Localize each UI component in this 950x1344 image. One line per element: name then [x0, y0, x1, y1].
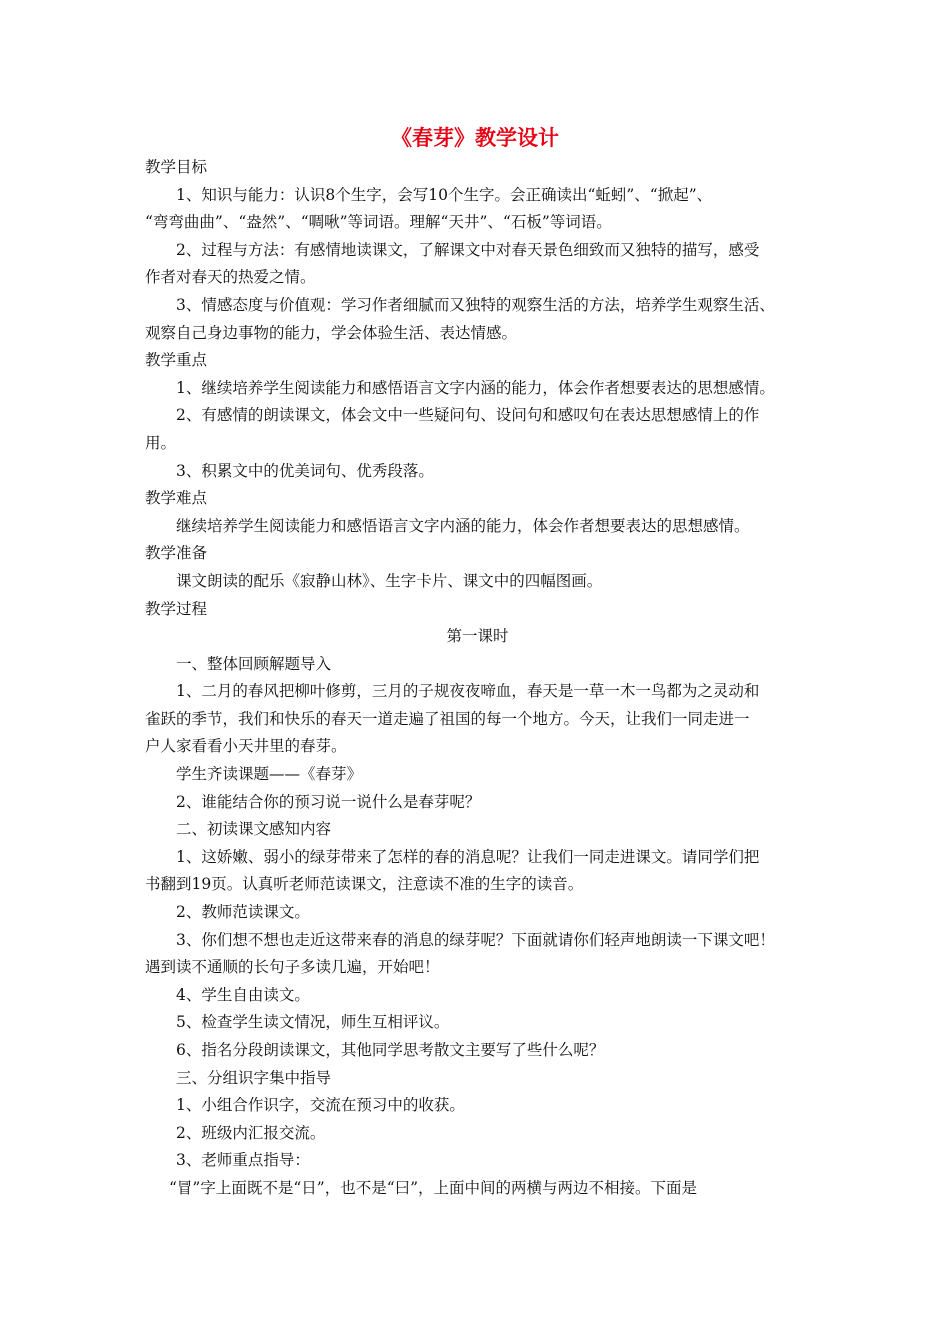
paragraph-line: 3、积累文中的优美词句、优秀段落。: [176, 461, 434, 480]
paragraph-line: “弯弯曲曲”、“盎然”、“啁啾”等词语。理解“天井”、“石板”等词语。: [145, 213, 612, 232]
paragraph-line: 观察自己身边事物的能力，学会体验生活、表达情感。: [145, 323, 518, 342]
paragraph-line: 1、继续培养学生阅读能力和感悟语言文字内涵的能力，体会作者想要表达的思想感情。: [176, 378, 775, 397]
paragraph-line: 1、二月的春风把柳叶修剪，三月的子规夜夜啼血，春天是一草一木一鸟都为之灵动和: [176, 682, 760, 701]
paragraph-line: 2、班级内汇报交流。: [176, 1123, 326, 1142]
paragraph-line: 3、情感态度与价值观：学习作者细腻而又独特的观察生活的方法，培养学生观察生活、: [176, 295, 775, 314]
paragraph-line: 4、学生自由读文。: [176, 985, 310, 1004]
paragraph-line: 2、教师范读课文。: [176, 903, 310, 922]
paragraph-line: 遇到读不通顺的长句子多读几遍，开始吧！: [145, 958, 440, 977]
paragraph-line: 3、你们想不想也走近这带来春的消息的绿芽呢？下面就请你们轻声地朗读一下课文吧！: [176, 930, 775, 949]
document-body: [145, 154, 810, 1203]
lesson-subtitle: 第一课时: [446, 627, 509, 646]
paragraph-line: 2、谁能结合你的预习说一说什么是春芽呢？: [176, 792, 481, 811]
paragraph-line: 2、有感情的朗读课文，体会文中一些疑问句、设问句和感叹句在表达思想感情上的作: [176, 406, 760, 425]
heading-preparation: 教学准备: [145, 544, 208, 563]
document-title: 《春芽》教学设计: [391, 126, 559, 150]
paragraph-line: 1、小组合作识字，交流在预习中的收获。: [176, 1096, 465, 1115]
paragraph-line: 1、知识与能力：认识8个生字，会写10个生字。会正确读出“蚯蚓”、“掀起”、: [176, 185, 713, 204]
paragraph-line: 户人家看看小天井里的春芽。: [145, 737, 347, 756]
section-heading: 一、整体回顾解题导入: [176, 654, 332, 673]
paragraph-line: 作者对春天的热爱之情。: [145, 268, 316, 287]
paragraph-line: 3、老师重点指导：: [176, 1151, 310, 1170]
heading-process: 教学过程: [145, 599, 208, 618]
paragraph-line: 继续培养学生阅读能力和感悟语言文字内涵的能力，体会作者想要表达的思想感情。: [176, 516, 750, 535]
paragraph-line: 书翻到19页。认真听老师范读课文，注意读不准的生字的读音。: [145, 875, 584, 894]
heading-difficulties: 教学难点: [145, 489, 208, 508]
paragraph-line: 5、检查学生读文情况，师生互相评议。: [176, 1013, 450, 1032]
paragraph-line: 2、过程与方法：有感情地读课文，了解课文中对春天景色细致而又独特的描写，感受: [176, 240, 760, 259]
heading-key-points: 教学重点: [145, 351, 208, 370]
paragraph-line: 雀跃的季节，我们和快乐的春天一道走遍了祖国的每一个地方。今天，让我们一同走进一: [145, 709, 750, 728]
paragraph-line: 学生齐读课题——《春芽》: [176, 765, 363, 784]
paragraph-line: 课文朗读的配乐《寂静山林》、生字卡片、课文中的四幅图画。: [176, 571, 603, 590]
section-heading: 二、初读课文感知内容: [176, 820, 332, 839]
heading-objectives: 教学目标: [145, 158, 208, 176]
paragraph-line: 6、指名分段朗读课文，其他同学思考散文主要写了些什么呢？: [176, 1041, 605, 1059]
paragraph-line: 1、这娇嫩、弱小的绿芽带来了怎样的春的消息呢？让我们一同走进课文。请同学们把: [176, 847, 760, 866]
section-heading: 三、分组识字集中指导: [176, 1068, 332, 1087]
paragraph-line: 用。: [145, 433, 177, 452]
paragraph-line: “冒”字上面既不是“日”，也不是“曰”，上面中间的两横与两边不相接。下面是: [169, 1178, 698, 1197]
